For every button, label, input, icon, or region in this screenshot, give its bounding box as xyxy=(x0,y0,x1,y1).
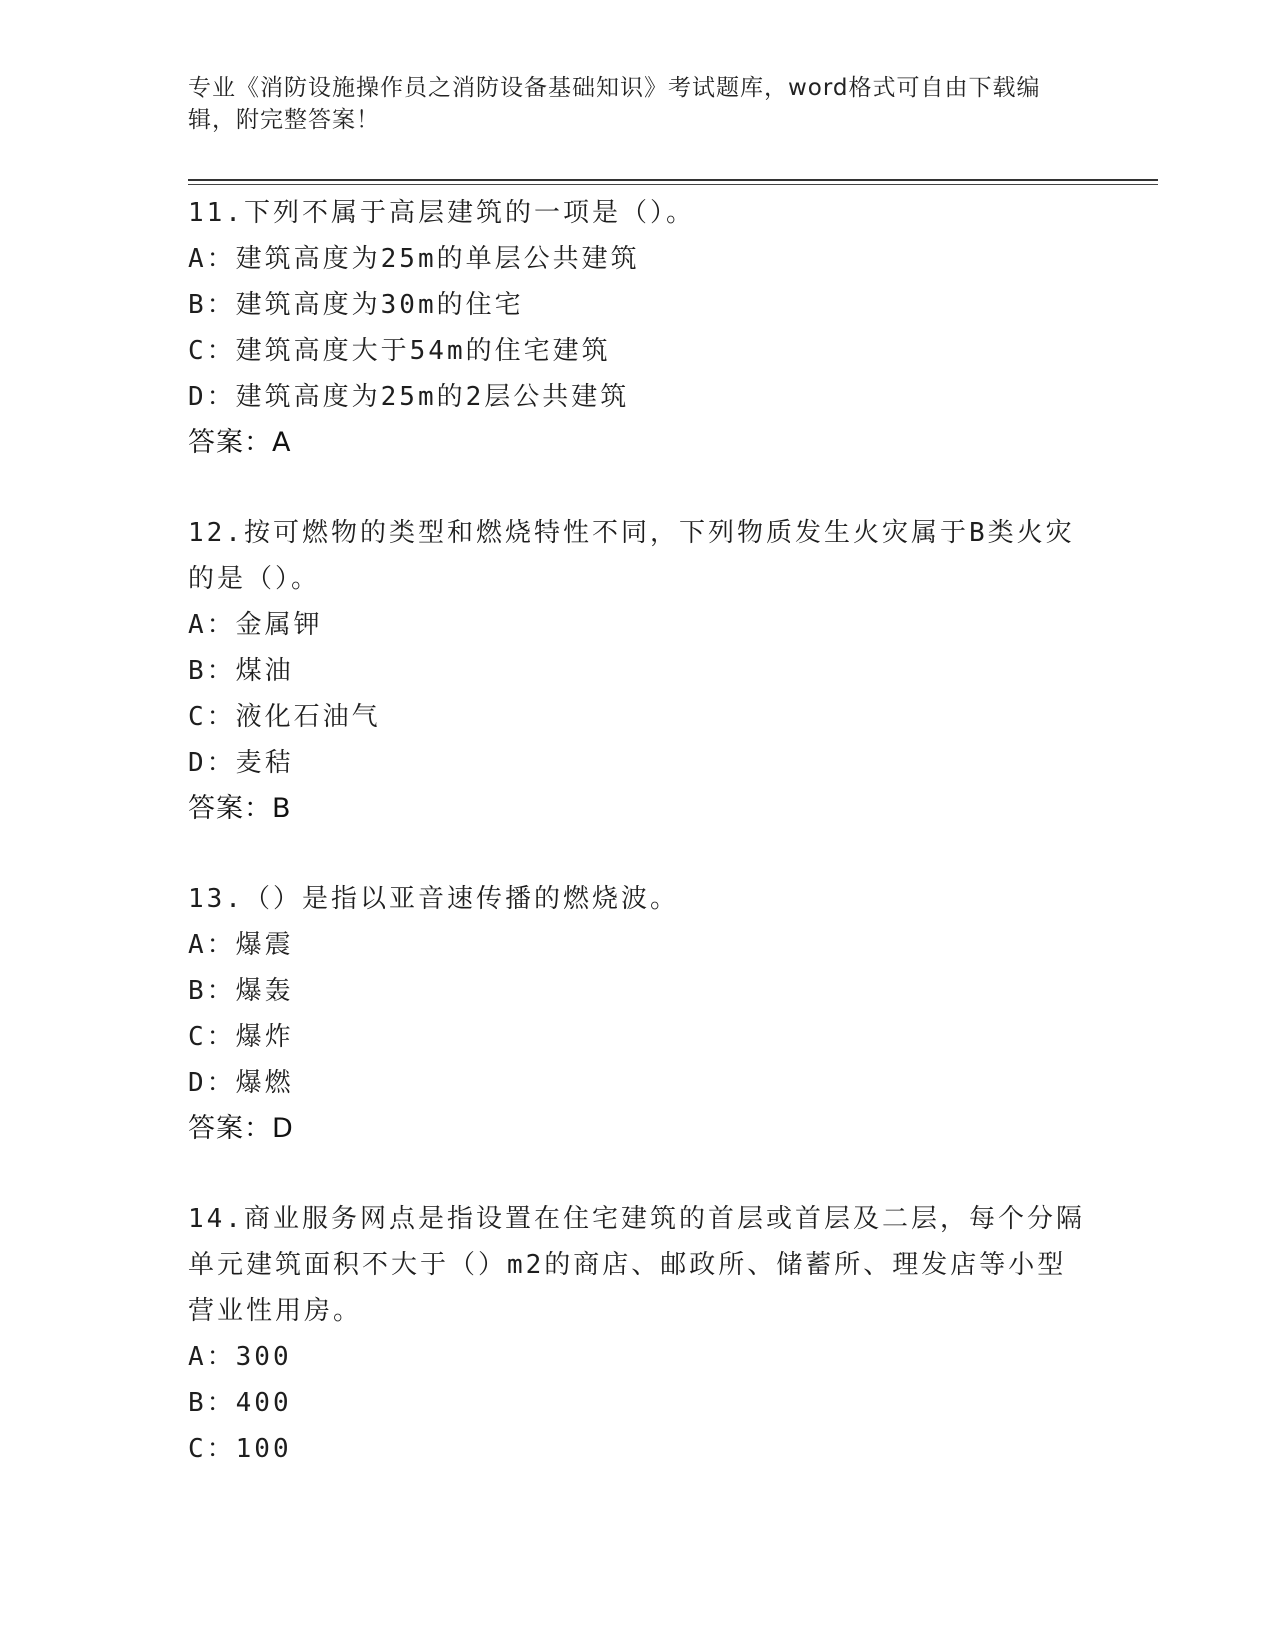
option-c: C：100 xyxy=(188,1434,292,1464)
option-c: C：建筑高度大于54m的住宅建筑 xyxy=(188,336,611,366)
option-c: C：爆炸 xyxy=(188,1022,294,1052)
option-d: D：爆燃 xyxy=(188,1068,294,1098)
option-a: A：建筑高度为25m的单层公共建筑 xyxy=(188,244,640,274)
answer-line xyxy=(188,786,1088,832)
option-b: B：爆轰 xyxy=(188,976,294,1006)
answer-value: B xyxy=(272,793,292,824)
option-c: C：液化石油气 xyxy=(188,702,381,732)
answer-label: 答案： xyxy=(188,793,272,824)
option-b: B：400 xyxy=(188,1388,292,1418)
option-b: B：煤油 xyxy=(188,656,294,686)
question-13 xyxy=(188,876,1088,1152)
header-rule-thin xyxy=(188,184,1158,185)
question-stem: 12.按可燃物的类型和燃烧特性不同，下列物质发生火灾属于B类火灾的是（）。 xyxy=(188,518,1075,594)
header-rule-thick xyxy=(188,179,1158,181)
question-11 xyxy=(188,190,1088,466)
option-a: A：金属钾 xyxy=(188,610,323,640)
option-a: A：300 xyxy=(188,1342,292,1372)
question-list xyxy=(188,190,1088,1516)
answer-line xyxy=(188,1106,1088,1152)
answer-label: 答案： xyxy=(188,427,272,458)
option-d: D：麦秸 xyxy=(188,748,294,778)
question-12 xyxy=(188,510,1088,832)
answer-value: A xyxy=(272,427,292,458)
answer-value: D xyxy=(272,1113,294,1144)
question-14 xyxy=(188,1196,1088,1472)
answer-line xyxy=(188,420,1088,466)
option-a: A：爆震 xyxy=(188,930,294,960)
page-header-text: 专业《消防设施操作员之消防设备基础知识》考试题库，word格式可自由下载编辑，附完整答案！ xyxy=(188,75,1041,133)
answer-label: 答案： xyxy=(188,1113,272,1144)
question-stem: 11.下列不属于高层建筑的一项是（）。 xyxy=(188,198,695,228)
option-d: D：建筑高度为25m的2层公共建筑 xyxy=(188,382,630,412)
option-b: B：建筑高度为30m的住宅 xyxy=(188,290,524,320)
question-stem: 13.（）是指以亚音速传播的燃烧波。 xyxy=(188,884,679,914)
question-stem: 14.商业服务网点是指设置在住宅建筑的首层或首层及二层，每个分隔单元建筑面积不大于（）m2的商店、邮政所、储蓄所、理发店等小型营业性用房。 xyxy=(188,1204,1085,1326)
